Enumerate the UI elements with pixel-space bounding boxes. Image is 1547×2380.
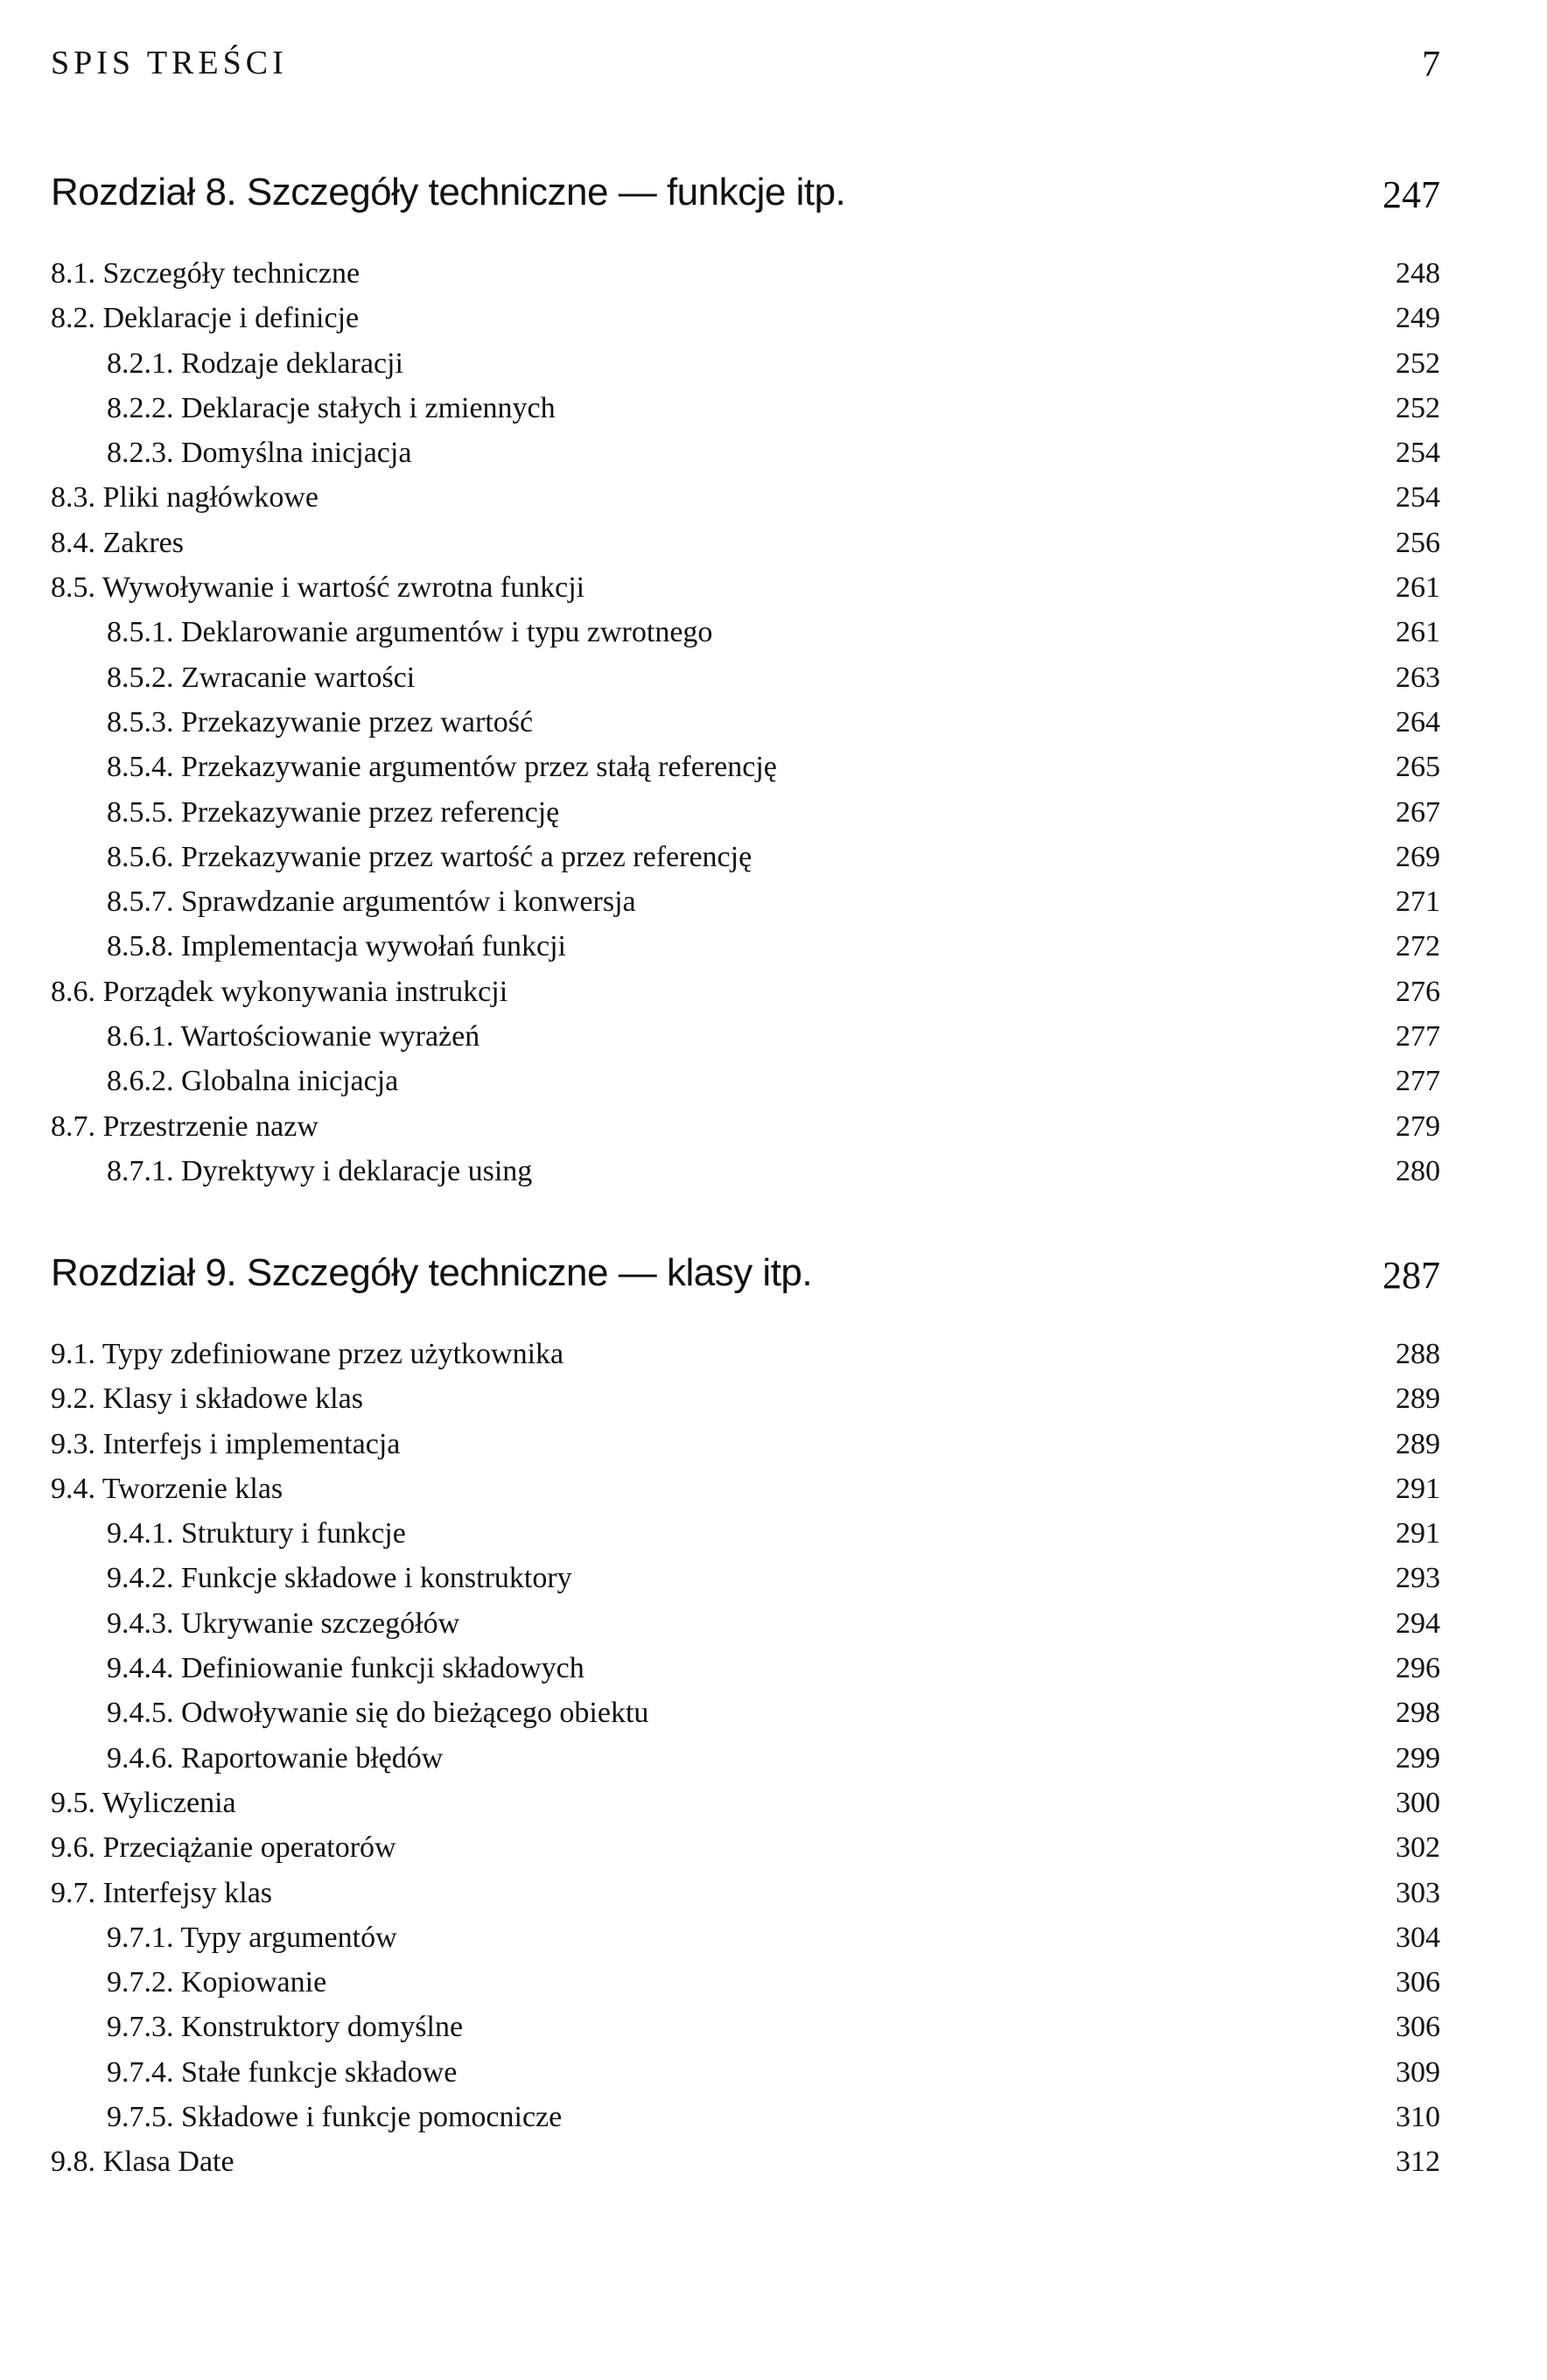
toc-entry-label: 9.8. Klasa Date <box>51 2146 234 2179</box>
toc-entry-page-number: 254 <box>1396 481 1440 514</box>
toc-entry <box>51 700 1440 745</box>
toc-entry-label: 9.4.5. Odwoływanie się do bieżącego obiektu <box>107 1697 649 1730</box>
toc-entry <box>51 1601 1440 1646</box>
toc-entry-label: 9.4.4. Definiowanie funkcji składowych <box>107 1652 584 1685</box>
toc-entry <box>51 565 1440 610</box>
chapter-page-number: 247 <box>1382 173 1440 216</box>
toc-entry-label: 9.7.2. Kopiowanie <box>107 1966 327 1999</box>
toc-entry-page-number: 272 <box>1396 930 1440 963</box>
toc-entry-page-number: 300 <box>1396 1786 1440 1819</box>
chapter-8 <box>51 171 1440 1194</box>
toc-entry-page-number: 302 <box>1396 1831 1440 1865</box>
toc-entry-label: 8.2.1. Rodzaje deklaracji <box>107 346 403 380</box>
toc-entry-label: 9.7.1. Typy argumentów <box>107 1921 397 1954</box>
toc-entry <box>51 1332 1440 1376</box>
toc-entry-label: 9.7.4. Stałe funkcje składowe <box>107 2055 458 2089</box>
toc-entry <box>51 296 1440 340</box>
toc-entry <box>51 1014 1440 1059</box>
toc-entry-label: 8.2.2. Deklaracje stałych i zmiennych <box>107 391 556 424</box>
running-title: SPIS TREŚCI <box>51 45 288 81</box>
toc-entry <box>51 1149 1440 1194</box>
toc-entry-label: 8.5.7. Sprawdzanie argumentów i konwersja <box>107 886 636 919</box>
toc-entry-page-number: 248 <box>1396 257 1440 290</box>
toc-entry-page-number: 280 <box>1396 1154 1440 1187</box>
toc-entry <box>51 1511 1440 1556</box>
chapter-heading <box>51 1251 1440 1306</box>
toc-entry-page-number: 310 <box>1396 2101 1440 2134</box>
toc-entry-page-number: 249 <box>1396 302 1440 335</box>
toc-entry-label: 8.5.1. Deklarowanie argumentów i typu zwrotnego <box>107 616 713 649</box>
toc-entry-page-number: 269 <box>1396 840 1440 873</box>
toc-entry-label: 8.6.1. Wartościowanie wyrażeń <box>107 1020 480 1054</box>
toc-entry <box>51 521 1440 565</box>
toc-entry <box>51 745 1440 789</box>
toc-entry-page-number: 306 <box>1396 2011 1440 2044</box>
running-page-number: 7 <box>1422 45 1440 85</box>
toc-entry-label: 8.2. Deklaracje i definicje <box>51 302 360 335</box>
toc-entry <box>51 1104 1440 1149</box>
toc-entry-label: 9.4. Tworzenie klas <box>51 1472 284 1505</box>
toc-entry-page-number: 271 <box>1396 886 1440 919</box>
toc-entry <box>51 970 1440 1014</box>
toc-entry-page-number: 304 <box>1396 1921 1440 1954</box>
toc-entry-label: 8.6. Porządek wykonywania instrukcji <box>51 975 508 1008</box>
running-header <box>51 44 1440 96</box>
toc-entry-page-number: 261 <box>1396 616 1440 649</box>
toc-entry-label: 8.2.3. Domyślna inicjacja <box>107 437 412 470</box>
toc-entry <box>51 386 1440 430</box>
toc-entry <box>51 1646 1440 1690</box>
toc-entry-list <box>51 251 1440 1194</box>
toc-entry-label: 9.1. Typy zdefiniowane przez użytkownika <box>51 1338 564 1370</box>
toc-entry-label: 9.5. Wyliczenia <box>51 1786 236 1819</box>
toc-entry <box>51 1960 1440 2005</box>
toc-entry-label: 8.6.2. Globalna inicjacja <box>107 1065 399 1098</box>
toc-entry-page-number: 264 <box>1396 705 1440 738</box>
toc-entry <box>51 1825 1440 1870</box>
toc-entry <box>51 1690 1440 1735</box>
toc-entry-label: 8.1. Szczegóły techniczne <box>51 257 360 290</box>
toc-entry <box>51 924 1440 969</box>
toc-entry-label: 9.4.3. Ukrywanie szczegółów <box>107 1606 460 1640</box>
toc-entry <box>51 835 1440 879</box>
toc-entry-label: 9.4.6. Raportowanie błędów <box>107 1741 444 1774</box>
toc-entry-page-number: 267 <box>1396 795 1440 829</box>
toc-entry <box>51 1871 1440 1915</box>
toc-entry-label: 9.4.1. Struktury i funkcje <box>107 1517 406 1550</box>
toc-entry-label: 9.7.5. Składowe i funkcje pomocnicze <box>107 2101 563 2134</box>
toc-entry <box>51 341 1440 386</box>
toc-entry <box>51 251 1440 296</box>
toc-entry <box>51 1376 1440 1421</box>
chapter-title: Rozdział 9. Szczegóły techniczne — klasy itp. <box>51 1251 813 1294</box>
chapter-page-number: 287 <box>1382 1254 1440 1297</box>
toc-entry-page-number: 277 <box>1396 1065 1440 1098</box>
toc-entry <box>51 610 1440 654</box>
toc-entry-label: 8.7. Przestrzenie nazw <box>51 1110 318 1143</box>
toc-entry-page-number: 306 <box>1396 1966 1440 1999</box>
toc-entry-page-number: 309 <box>1396 2055 1440 2089</box>
toc-entry-page-number: 291 <box>1396 1517 1440 1550</box>
toc-entry <box>51 1736 1440 1781</box>
toc-entry-page-number: 277 <box>1396 1020 1440 1054</box>
toc-entry-label: 9.7. Interfejsy klas <box>51 1876 273 1909</box>
toc-entry-page-number: 299 <box>1396 1741 1440 1774</box>
toc-entry-page-number: 312 <box>1396 2146 1440 2179</box>
toc-entry-label: 9.3. Interfejs i implementacja <box>51 1427 401 1460</box>
toc-entry <box>51 2005 1440 2049</box>
toc-entry <box>51 1466 1440 1511</box>
toc-entry <box>51 2095 1440 2139</box>
toc-entry <box>51 2050 1440 2095</box>
toc-entry-label: 8.5.5. Przekazywanie przez referencję <box>107 795 560 829</box>
toc-entry-page-number: 288 <box>1396 1338 1440 1370</box>
toc-entry <box>51 475 1440 520</box>
toc-entry-page-number: 252 <box>1396 391 1440 424</box>
toc-entry-label: 9.4.2. Funkcje składowe i konstruktory <box>107 1562 572 1595</box>
toc-entry-label: 8.3. Pliki nagłówkowe <box>51 481 318 514</box>
toc-entry-page-number: 256 <box>1396 526 1440 559</box>
toc-entry-page-number: 298 <box>1396 1697 1440 1730</box>
toc-entry <box>51 879 1440 924</box>
toc-entry-label: 8.5.2. Zwracanie wartości <box>107 661 416 694</box>
toc-entry-label: 9.2. Klasy i składowe klas <box>51 1382 363 1416</box>
toc-entry-page-number: 289 <box>1396 1382 1440 1416</box>
toc-entry <box>51 1059 1440 1103</box>
toc-entry-page-number: 263 <box>1396 661 1440 694</box>
toc-entry <box>51 1556 1440 1600</box>
toc-entry-page-number: 279 <box>1396 1110 1440 1143</box>
toc-entry <box>51 790 1440 835</box>
chapter-title: Rozdział 8. Szczegóły techniczne — funkcje itp. <box>51 171 846 214</box>
toc-entry-page-number: 289 <box>1396 1427 1440 1460</box>
toc-entry-label: 8.5.8. Implementacja wywołań funkcji <box>107 930 566 963</box>
toc-entry-label: 8.5.4. Przekazywanie argumentów przez stałą referencję <box>107 751 777 784</box>
toc-entry-page-number: 303 <box>1396 1876 1440 1909</box>
toc-entry-label: 8.7.1. Dyrektywy i deklaracje using <box>107 1154 533 1187</box>
toc-entry-page-number: 252 <box>1396 346 1440 380</box>
toc-entry-label: 8.5.6. Przekazywanie przez wartość a przez referencję <box>107 840 752 873</box>
toc-entry <box>51 655 1440 700</box>
toc-entry-page-number: 265 <box>1396 751 1440 784</box>
toc-entry-page-number: 276 <box>1396 975 1440 1008</box>
toc-entry-page-number: 296 <box>1396 1652 1440 1685</box>
toc-entry <box>51 2139 1440 2184</box>
toc-entry <box>51 1781 1440 1825</box>
toc-entry-label: 9.7.3. Konstruktory domyślne <box>107 2011 464 2044</box>
toc-entry-page-number: 293 <box>1396 1562 1440 1595</box>
toc-entry-page-number: 291 <box>1396 1472 1440 1505</box>
chapter-heading <box>51 171 1440 225</box>
toc-entry-label: 8.5. Wywoływanie i wartość zwrotna funkcji <box>51 571 585 605</box>
toc-entry-label: 8.5.3. Przekazywanie przez wartość <box>107 705 534 738</box>
toc-entry <box>51 1422 1440 1466</box>
toc-entry <box>51 1915 1440 1960</box>
toc-entry-label: 9.6. Przeciążanie operatorów <box>51 1831 396 1865</box>
toc-entry-list <box>51 1332 1440 2185</box>
chapter-9 <box>51 1251 1440 2185</box>
toc-entry-page-number: 261 <box>1396 571 1440 605</box>
toc-entry-page-number: 254 <box>1396 437 1440 470</box>
toc-entry <box>51 430 1440 475</box>
toc-entry-page-number: 294 <box>1396 1606 1440 1640</box>
toc-entry-label: 8.4. Zakres <box>51 526 185 559</box>
